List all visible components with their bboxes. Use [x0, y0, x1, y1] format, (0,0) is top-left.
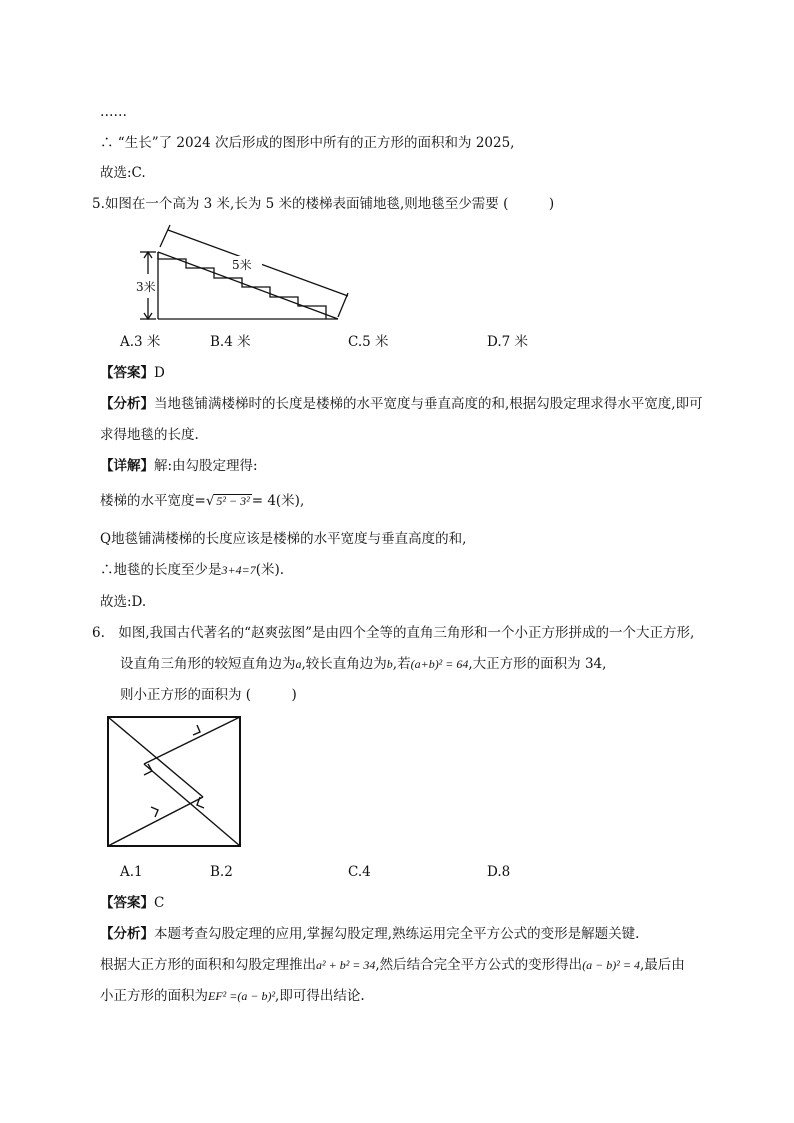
- answer-tag: 【答案】: [100, 895, 154, 911]
- ellipsis: ……: [100, 104, 127, 120]
- q5-analysis: [100, 395, 703, 413]
- height-label: 3米: [136, 280, 156, 294]
- q6-option-a: A.1: [120, 864, 143, 880]
- q5-option-c: C.5 米: [348, 334, 389, 350]
- q6-text-b: ,较长直角边为: [301, 656, 387, 672]
- q5-because-line: [100, 530, 466, 548]
- sqrt-content: 5² − 3²: [216, 494, 250, 508]
- q6-option-c: C.4: [348, 864, 371, 880]
- q6-option-b: B.2: [210, 864, 233, 880]
- therefore-symbol: ∴: [100, 562, 114, 578]
- q6-answer: [100, 894, 164, 912]
- q5-option-d: D.7 米: [487, 334, 529, 350]
- analysis-2a: 根据大正方形的面积和勾股定理推出: [100, 957, 316, 973]
- var-a: a: [295, 657, 302, 671]
- sum-expression: 3+4=7: [221, 563, 256, 577]
- q6-stem-line2: [120, 655, 606, 673]
- detail-tag: 【详解】: [100, 458, 154, 474]
- q6-analysis-line3: [100, 987, 365, 1005]
- q5-detail: [100, 457, 258, 475]
- analysis-2b: ,然后结合完全平方公式的变形得出: [375, 957, 583, 973]
- analysis-text: 当地毯铺满楼梯时的长度是楼梯的水平宽度与垂直高度的和,根据勾股定理求得水平宽度,即可: [154, 396, 703, 412]
- q5-analysis-cont: 求得地毯的长度.: [100, 427, 199, 443]
- q5-option-b: B.4 米: [210, 334, 251, 350]
- choice-line: 故选:C.: [100, 165, 146, 181]
- because-symbol: Q: [100, 531, 112, 547]
- answer-value: C: [154, 895, 165, 911]
- analysis-text: 本题考查勾股定理的应用,掌握勾股定理,熟练运用完全平方公式的变形是解题关键.: [154, 926, 640, 942]
- because-text: 地毯铺满楼梯的长度应该是楼梯的水平宽度与垂直高度的和,: [111, 531, 467, 547]
- q5-answer: [100, 364, 165, 382]
- sum-unit: (米).: [255, 562, 285, 578]
- sqrt-sign: √: [205, 493, 215, 509]
- detail-text: 解:由勾股定理得:: [154, 458, 258, 474]
- analysis-2c: ,最后由: [639, 957, 685, 973]
- length-label: 5米: [232, 258, 252, 272]
- condition-expression: (a+b)² = 64: [410, 657, 469, 671]
- analysis-tag: 【分析】: [100, 396, 154, 412]
- q6-analysis-line2: [100, 956, 685, 974]
- equation-3: EF² =(a − b)²: [208, 989, 276, 1003]
- conclusion-text: “生长”了 2024 次后形成的图形中所有的正方形的面积和为 2025,: [117, 135, 515, 151]
- therefore-text: 地毯的长度至少是: [113, 562, 222, 578]
- q5-stem: 5.如图在一个高为 3 米,长为 5 米的楼梯表面铺地毯,则地毯至少需要 ( ): [92, 196, 555, 212]
- q6-option-d: D.8: [487, 864, 511, 880]
- q6-stem-line3: 则小正方形的面积为 ( ): [120, 687, 297, 703]
- zhao-shuang-figure: [104, 713, 244, 853]
- var-b: b: [386, 657, 393, 671]
- answer-value: D: [154, 365, 165, 381]
- q6-text-a: 设直角三角形的较短直角边为: [120, 656, 296, 672]
- width-result: = 4(米),: [251, 493, 305, 509]
- equation-2: (a − b)² = 4: [582, 958, 640, 972]
- q6-text-c: ,若: [392, 656, 411, 672]
- equation-1: a² + b² = 34: [316, 958, 376, 972]
- q6-stem-line1: 6. 如图,我国古代著名的“赵爽弦图”是由四个全等的直角三角形和一个小正方形拼成的一个大正方形,: [92, 625, 695, 641]
- q6-text-d: ,大正方形的面积为 34,: [468, 656, 607, 672]
- width-label: 楼梯的水平宽度=: [100, 493, 206, 509]
- analysis-3b: ,即可得出结论.: [275, 988, 365, 1004]
- analysis-tag: 【分析】: [100, 926, 154, 942]
- analysis-3a: 小正方形的面积为: [100, 988, 208, 1004]
- conclusion-line: [100, 134, 514, 152]
- q5-staircase-figure: [138, 222, 353, 324]
- q6-analysis: [100, 925, 639, 943]
- q5-choice: 故选:D.: [100, 594, 147, 610]
- therefore-symbol: ∴: [100, 135, 118, 151]
- answer-tag: 【答案】: [100, 365, 154, 381]
- q5-therefore-line: [100, 561, 284, 579]
- q5-width-calc: [100, 492, 304, 510]
- q5-option-a: A.3 米: [120, 334, 161, 350]
